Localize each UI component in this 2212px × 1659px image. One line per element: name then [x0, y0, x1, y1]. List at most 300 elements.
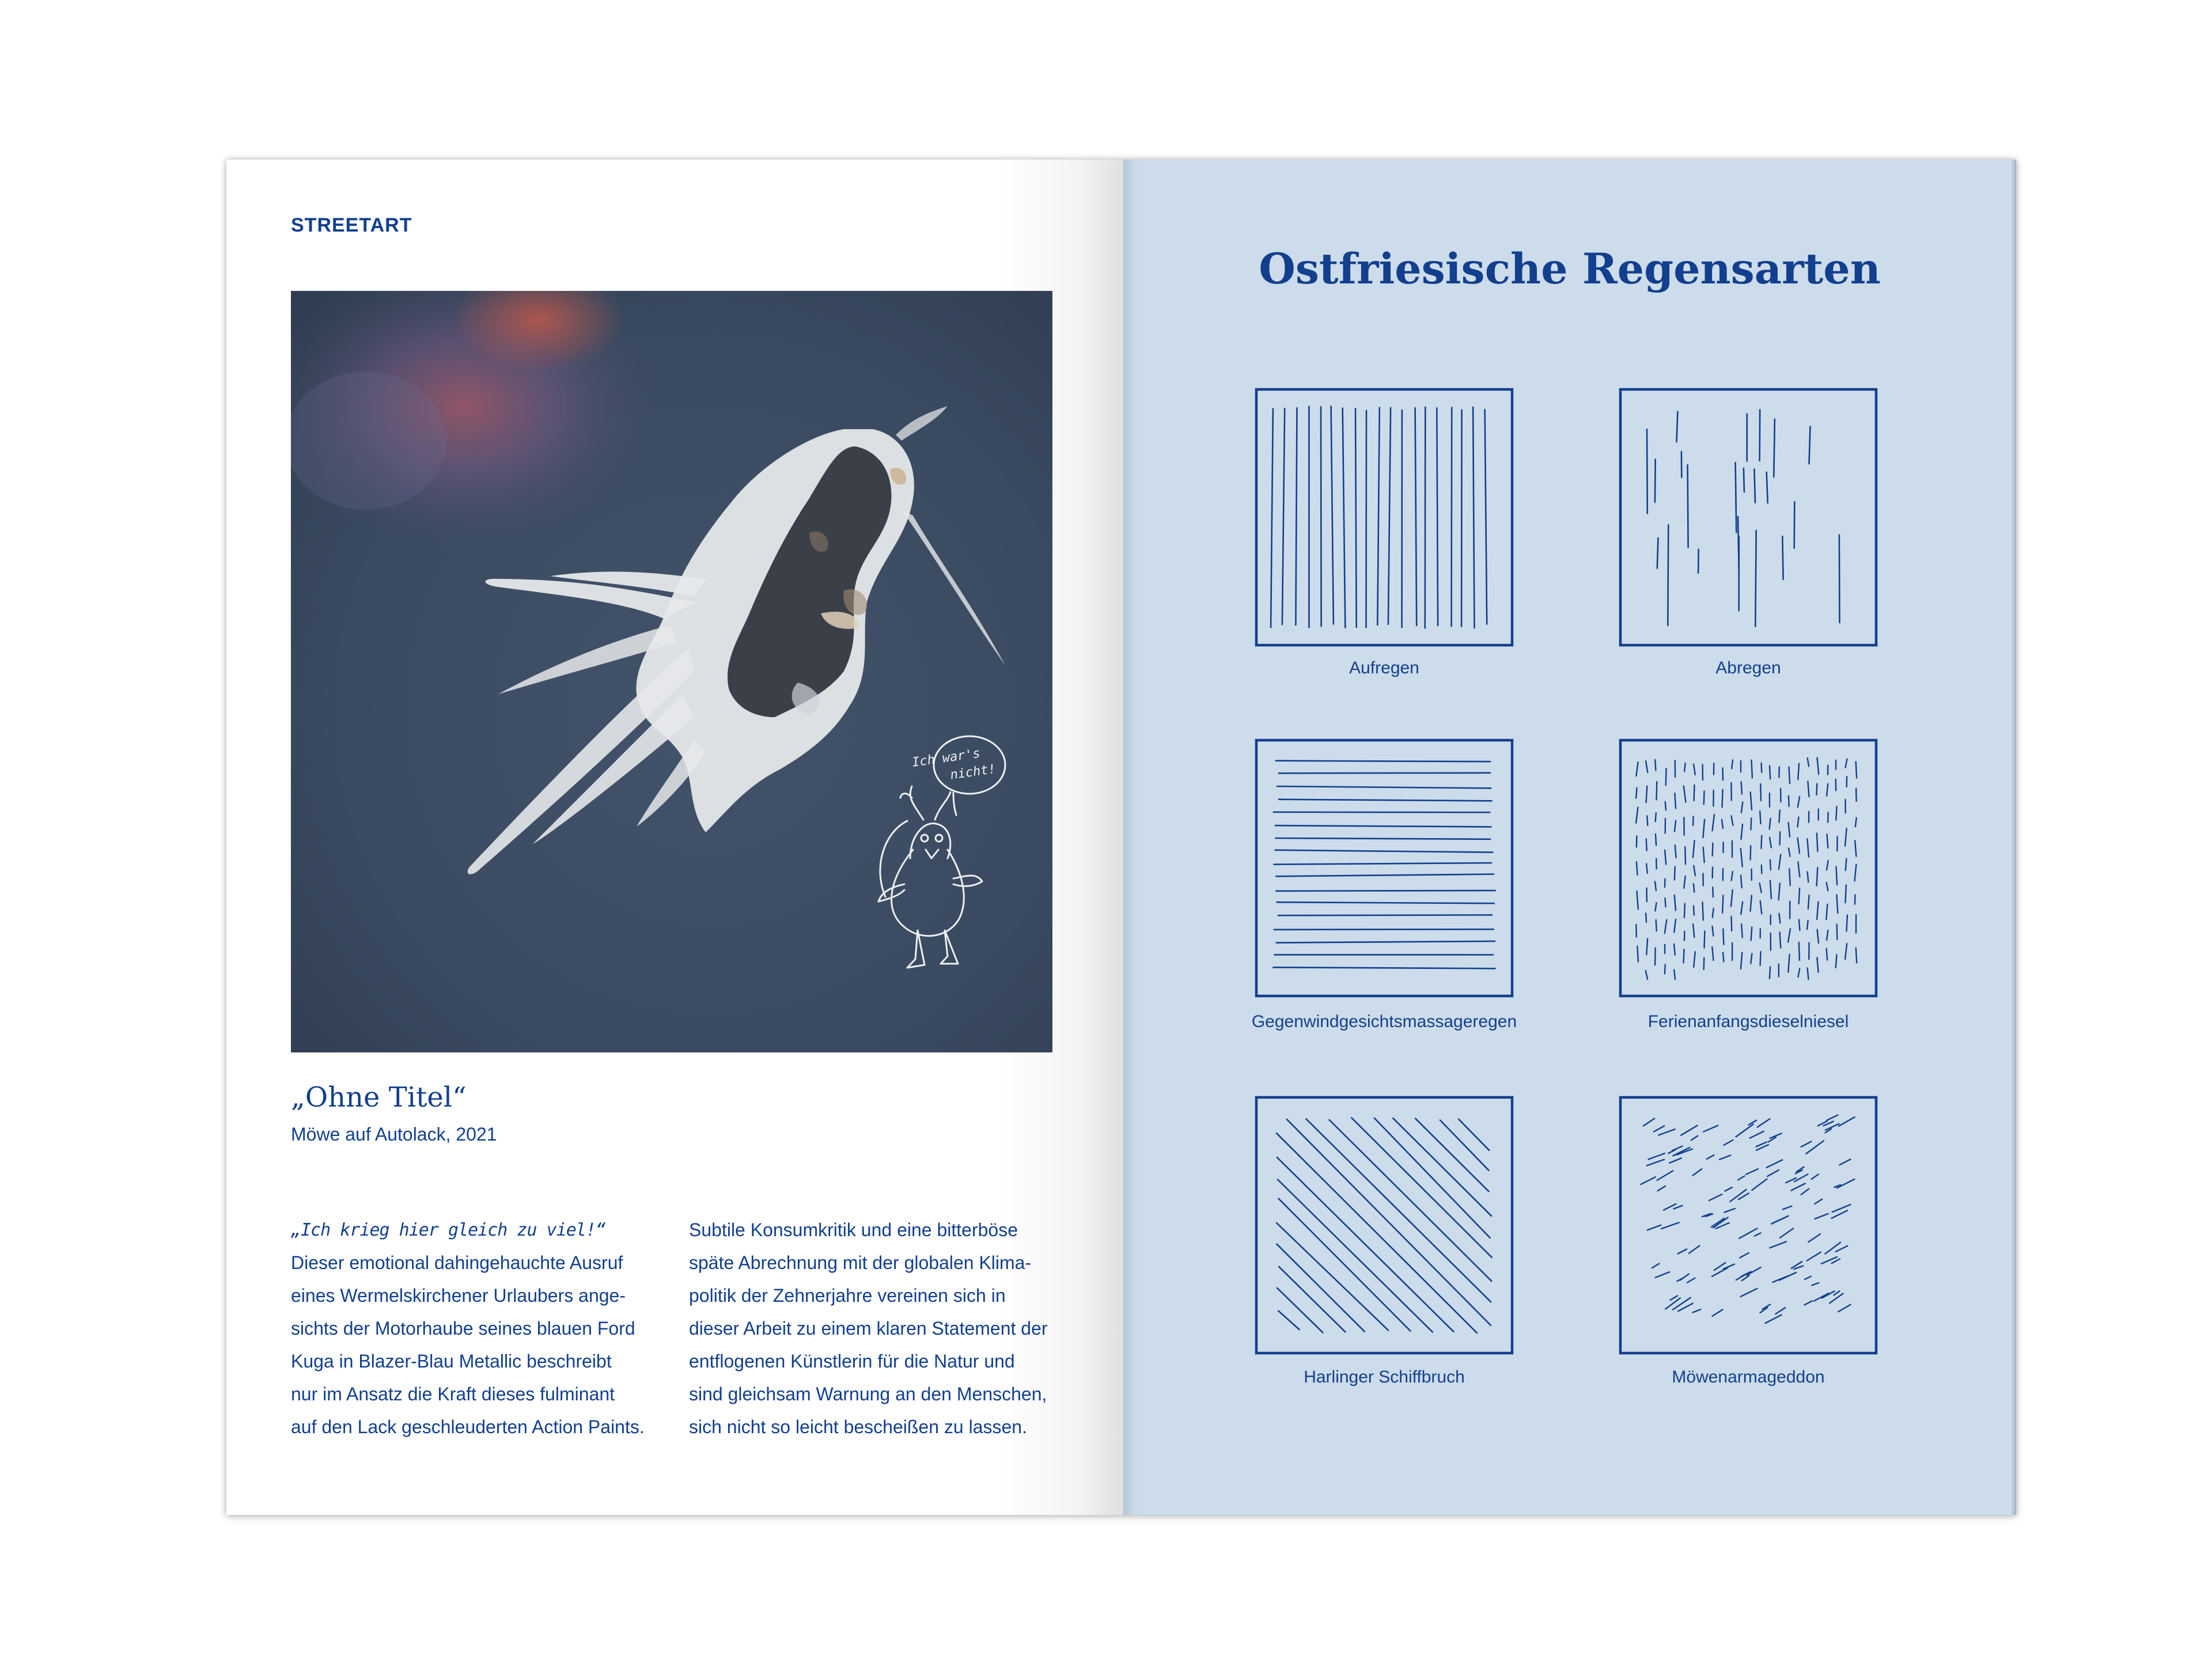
rain-stroke	[1761, 835, 1762, 849]
rain-stroke	[1807, 921, 1808, 930]
body-line: Subtile Konsumkritik und eine bitterböse	[689, 1219, 1018, 1240]
rain-stroke	[1767, 1160, 1782, 1168]
rain-stroke	[1674, 969, 1675, 979]
rain-stroke	[1636, 808, 1638, 823]
rain-stroke	[1856, 789, 1857, 801]
body-line: Dieser emotional dahingehauchte Ausruf	[291, 1252, 623, 1273]
page-edge	[2012, 160, 2016, 1515]
rain-stroke	[1657, 538, 1658, 568]
rain-stroke	[1277, 902, 1494, 903]
rain-stroke	[1647, 1160, 1664, 1166]
artwork-subtitle: Möwe auf Autolack, 2021	[291, 1124, 497, 1145]
rain-stroke	[1655, 460, 1656, 503]
rain-stroke	[1675, 845, 1676, 858]
rain-stroke	[1839, 1159, 1850, 1165]
rain-stroke	[1658, 1129, 1675, 1135]
rain-stroke	[1845, 885, 1846, 903]
rain-stroke	[1798, 969, 1800, 978]
rain-stroke	[1278, 1311, 1299, 1330]
rain-stroke	[1827, 948, 1828, 960]
rain-stroke	[1675, 895, 1676, 911]
rain-stroke	[1393, 1118, 1491, 1216]
rain-stroke	[1459, 1119, 1489, 1150]
rain-stroke	[1822, 1291, 1835, 1298]
rain-stroke	[1801, 1142, 1812, 1147]
body-line: sichts der Motorhaube seines blauen Ford	[291, 1318, 635, 1339]
rain-stroke	[1827, 930, 1828, 940]
rain-stroke	[1788, 929, 1790, 942]
rain-stroke	[1788, 955, 1789, 972]
rain-stroke	[1814, 1293, 1829, 1301]
rain-stroke	[1694, 952, 1695, 967]
rain-stroke	[1665, 898, 1666, 907]
rain-stroke	[1366, 411, 1367, 627]
rain-stroke	[1747, 1267, 1760, 1275]
rain-stroke	[1855, 865, 1857, 881]
rain-stroke	[1671, 1296, 1678, 1300]
rain-stroke	[1713, 908, 1714, 918]
rain-stroke	[1279, 773, 1490, 774]
rain-stroke	[1799, 888, 1800, 904]
right-page	[1123, 160, 2016, 1515]
rain-stroke	[1817, 957, 1818, 972]
rain-stroke	[1646, 786, 1647, 802]
rain-stroke	[1755, 531, 1756, 627]
rain-stroke	[1770, 1241, 1786, 1248]
body-line: späte Abrechnung mit der globalen Klima-	[689, 1252, 1032, 1273]
rain-stroke	[1815, 1199, 1823, 1204]
rain-stroke	[1755, 1233, 1761, 1236]
rain-stroke	[1846, 759, 1847, 768]
artwork-title: „Ohne Titel“	[291, 1081, 467, 1113]
rain-stroke	[1330, 1120, 1492, 1281]
rain-caption: Aufregen	[1349, 658, 1419, 677]
rain-stroke	[1278, 1180, 1433, 1332]
rain-stroke	[1415, 408, 1417, 626]
rain-stroke	[1773, 1217, 1787, 1224]
rain-stroke	[1782, 536, 1783, 579]
artwork-photo	[291, 291, 1052, 1052]
rain-stroke	[1655, 760, 1656, 770]
rain-stroke	[1741, 824, 1743, 839]
rain-stroke	[1767, 472, 1768, 503]
rain-stroke	[1437, 408, 1438, 626]
rain-stroke	[1723, 929, 1724, 945]
rain-stroke	[1680, 1274, 1689, 1281]
rain-stroke	[1845, 828, 1847, 846]
rain-stroke	[1741, 902, 1743, 915]
body-line: sich nicht so leicht bescheißen zu lassen.	[689, 1416, 1027, 1437]
rain-stroke	[1707, 1155, 1714, 1159]
rain-stroke	[1275, 850, 1493, 853]
rain-stroke	[1799, 920, 1800, 931]
rain-stroke	[1770, 838, 1771, 848]
rain-stroke	[1821, 1257, 1837, 1264]
rain-stroke	[1723, 953, 1724, 962]
rain-stroke	[1273, 967, 1495, 968]
rain-stroke	[1709, 1194, 1722, 1200]
rain-stroke	[1798, 764, 1799, 780]
rain-stroke	[1741, 782, 1742, 794]
rain-stroke	[1279, 800, 1492, 801]
rain-stroke	[1461, 410, 1462, 627]
rain-stroke	[1704, 958, 1705, 969]
body-line: auf den Lack geschleuderten Action Paints.	[291, 1416, 645, 1437]
svg-text:nicht!: nicht!	[949, 762, 997, 783]
rain-stroke	[1277, 1223, 1388, 1330]
rain-stroke	[1808, 782, 1809, 797]
rain-pattern-box-short-dashes	[1619, 738, 1878, 998]
rain-stroke	[1296, 408, 1297, 624]
rain-stroke	[1271, 409, 1273, 628]
rain-stroke	[1837, 1179, 1855, 1188]
rain-stroke	[1738, 1176, 1744, 1180]
rain-stroke	[1736, 1124, 1753, 1137]
rain-caption: Gegenwindgesichtsmassageregen	[1251, 1012, 1517, 1031]
rain-stroke	[1752, 1179, 1767, 1190]
rain-stroke	[1672, 1146, 1682, 1151]
body-line: entflogenen Künstlerin für die Natur und	[689, 1351, 1015, 1372]
rain-stroke	[1815, 1214, 1828, 1219]
rain-stroke	[1758, 1119, 1770, 1127]
rain-stroke	[1277, 786, 1491, 788]
rain-stroke	[1799, 942, 1800, 960]
rain-stroke	[1798, 817, 1799, 827]
rain-stroke	[1791, 1184, 1805, 1191]
rain-stroke	[1674, 919, 1676, 932]
rain-stroke	[1731, 890, 1733, 907]
rain-stroke	[1746, 1169, 1758, 1175]
rain-stroke	[1808, 1234, 1820, 1242]
rain-stroke	[1440, 1120, 1489, 1171]
rain-stroke	[1724, 1264, 1734, 1269]
rain-stroke	[1836, 955, 1837, 968]
rain-stroke	[1807, 839, 1809, 857]
rain-stroke	[1677, 412, 1678, 442]
rain-stroke	[1388, 408, 1391, 624]
rain-stroke	[1277, 1133, 1477, 1333]
rain-stroke	[1722, 820, 1723, 828]
rain-stroke	[1760, 901, 1762, 914]
rain-stroke	[1798, 797, 1800, 807]
rain-stroke	[1779, 883, 1780, 900]
rain-stroke	[1674, 944, 1675, 955]
rain-stroke	[1805, 1277, 1811, 1279]
rain-stroke	[1275, 825, 1491, 827]
rain-stroke	[1832, 1259, 1840, 1264]
rain-stroke	[1723, 768, 1724, 780]
rain-stroke	[1809, 427, 1810, 464]
rain-stroke	[1636, 925, 1637, 937]
rain-stroke	[1687, 1278, 1695, 1283]
rain-stroke	[1637, 862, 1638, 875]
rain-stroke	[1780, 932, 1781, 948]
rain-stroke	[1694, 764, 1695, 775]
rain-stroke	[1415, 1119, 1488, 1192]
rain-stroke	[1789, 823, 1790, 837]
rain-stroke	[1808, 968, 1809, 979]
rain-stroke	[1736, 463, 1737, 532]
rain-stroke	[1798, 838, 1800, 854]
rain-stroke	[1675, 821, 1676, 832]
rain-stroke	[1636, 788, 1637, 798]
rain-caption: Harlinger Schiffbruch	[1304, 1368, 1465, 1387]
rain-stroke	[1741, 924, 1743, 937]
rain-stroke	[1808, 872, 1809, 882]
rain-stroke	[1827, 882, 1828, 891]
rain-stroke	[1719, 1156, 1730, 1160]
rain-stroke	[1661, 1222, 1679, 1229]
rain-pattern-box-sparse-vertical	[1619, 388, 1878, 647]
rain-stroke	[1750, 1131, 1764, 1138]
body-line: eines Wermelskirchener Urlaubers ange-	[291, 1285, 626, 1306]
rain-stroke	[1724, 1209, 1735, 1213]
rain-stroke	[1808, 758, 1809, 766]
rain-stroke	[1732, 760, 1733, 768]
rain-stroke	[1812, 1283, 1819, 1285]
rain-stroke	[1655, 881, 1656, 891]
rain-stroke	[1655, 903, 1656, 911]
rain-stroke	[1646, 761, 1647, 772]
rain-stroke	[1760, 883, 1762, 892]
rain-pattern-box-dense-vertical	[1255, 388, 1514, 647]
body-line: sind gleichsam Warnung an den Menschen,	[689, 1384, 1047, 1404]
magazine-spread	[226, 160, 2016, 1515]
rain-stroke	[1691, 1136, 1698, 1141]
rain-stroke	[1277, 1157, 1454, 1332]
rain-stroke	[1694, 785, 1695, 801]
rain-stroke	[1738, 517, 1739, 569]
rain-stroke	[1839, 535, 1840, 623]
rain-stroke	[1646, 971, 1647, 979]
rain-stroke	[1287, 1119, 1491, 1325]
rain-caption: Ferienanfangsdieselniesel	[1647, 1012, 1849, 1031]
rain-caption: Möwenarmageddon	[1672, 1368, 1825, 1387]
rain-box-frame	[1620, 740, 1876, 996]
rain-stroke	[1277, 1244, 1364, 1332]
rain-stroke	[1649, 1153, 1665, 1159]
rain-stroke	[1722, 790, 1723, 807]
rain-stroke	[1817, 930, 1819, 943]
rain-stroke	[1732, 816, 1733, 825]
rain-pattern-box-scattered-dashes	[1619, 1096, 1878, 1355]
rain-stroke	[1805, 1301, 1812, 1305]
rain-stroke	[1766, 1315, 1782, 1323]
rain-stroke	[1767, 1170, 1779, 1176]
rain-stroke	[1712, 1268, 1728, 1277]
rain-stroke	[1780, 832, 1781, 845]
rain-stroke	[1703, 1126, 1718, 1132]
seagull-dropping-photo-illustration	[291, 291, 1052, 1052]
rain-stroke	[1856, 948, 1857, 963]
rain-stroke	[1751, 954, 1752, 964]
rain-stroke	[1693, 840, 1695, 858]
rain-stroke	[1845, 944, 1847, 959]
rain-stroke	[1807, 1252, 1821, 1261]
rain-stroke	[1770, 819, 1771, 830]
rain-stroke	[1485, 410, 1487, 624]
rain-stroke	[1643, 1119, 1655, 1126]
rain-stroke	[1647, 1225, 1661, 1230]
rain-stroke	[1779, 914, 1781, 923]
rain-stroke	[1658, 1186, 1665, 1191]
rain-stroke	[1274, 863, 1492, 865]
body-line: Kuga in Blazer-Blau Metallic beschreibt	[291, 1351, 612, 1372]
rain-stroke	[1724, 1140, 1733, 1145]
rain-stroke	[1827, 834, 1828, 848]
rain-stroke	[1722, 895, 1723, 912]
page-headline: Ostfriesische Regensarten	[1259, 244, 1881, 294]
rain-stroke	[1856, 762, 1857, 778]
rain-stroke	[1812, 1174, 1819, 1179]
rain-stroke	[1277, 941, 1495, 943]
rain-box-frame	[1620, 389, 1876, 645]
rain-stroke	[1712, 1309, 1722, 1316]
rain-stroke	[1801, 1189, 1809, 1195]
rain-stroke	[1808, 895, 1809, 909]
rain-stroke	[1830, 1294, 1843, 1304]
left-page	[226, 160, 1123, 1515]
rain-stroke	[1678, 1249, 1687, 1254]
rain-stroke	[1654, 1126, 1664, 1132]
rain-stroke	[1751, 927, 1752, 940]
rain-stroke	[1282, 408, 1285, 624]
rain-stroke	[1331, 406, 1334, 624]
rain-stroke	[1703, 820, 1705, 838]
rain-stroke	[1377, 408, 1380, 625]
rain-stroke	[1276, 761, 1490, 762]
rain-stroke	[1704, 791, 1705, 804]
rain-stroke	[1751, 895, 1752, 911]
rain-box-frame	[1256, 740, 1512, 996]
rain-stroke	[1665, 802, 1666, 810]
rain-stroke	[1817, 902, 1818, 919]
rain-stroke	[1783, 1206, 1792, 1210]
rain-stroke	[1698, 550, 1699, 573]
body-line: politik der Zehnerjahre vereinen sich in	[689, 1285, 1006, 1306]
text-column-right	[689, 1214, 1058, 1444]
rain-stroke	[1637, 946, 1638, 962]
rain-stroke	[1355, 408, 1357, 627]
rain-stroke	[1712, 947, 1713, 960]
rain-stroke	[1665, 1298, 1680, 1309]
rain-stroke	[1789, 869, 1790, 885]
rain-stroke	[1754, 469, 1755, 503]
rain-stroke	[1636, 762, 1638, 776]
rain-stroke	[1846, 858, 1847, 870]
rain-stroke	[1684, 904, 1685, 918]
rain-stroke	[1770, 880, 1771, 899]
rain-stroke	[1473, 407, 1474, 628]
rain-stroke	[1780, 1229, 1793, 1238]
rain-stroke	[1760, 784, 1761, 801]
rain-stroke	[1657, 1171, 1673, 1180]
rain-stroke	[1779, 810, 1780, 823]
rain-stroke	[1741, 876, 1742, 888]
rain-stroke	[1789, 848, 1790, 856]
rain-stroke	[1674, 1206, 1683, 1209]
rain-stroke	[1277, 1288, 1323, 1332]
rain-stroke	[1646, 939, 1647, 955]
rain-stroke	[1741, 849, 1743, 867]
rain-stroke	[1825, 1243, 1840, 1254]
rain-stroke	[1817, 834, 1818, 851]
rain-stroke	[1716, 1223, 1729, 1229]
rain-stroke	[1673, 1298, 1691, 1310]
rain-stroke	[1739, 1229, 1757, 1238]
quote-line: „Ich krieg hier gleich zu viel!“	[291, 1220, 605, 1240]
rain-stroke	[1637, 891, 1638, 909]
rain-stroke	[1770, 860, 1771, 870]
body-line: dieser Arbeit zu einem klaren Statement der	[689, 1318, 1048, 1339]
rain-stroke	[1774, 419, 1775, 478]
rain-stroke	[1684, 763, 1685, 771]
rain-stroke	[1276, 874, 1494, 877]
rain-stroke	[1732, 872, 1733, 881]
rain-stroke	[1837, 924, 1838, 940]
rain-stroke	[1838, 1305, 1850, 1312]
rain-stroke	[1684, 786, 1686, 802]
rain-stroke	[1836, 866, 1838, 884]
rain-stroke	[1836, 1246, 1847, 1252]
rain-stroke	[1827, 784, 1828, 796]
rain-stroke	[1665, 920, 1666, 934]
rain-stroke	[1684, 876, 1685, 888]
rain-stroke	[1772, 1276, 1788, 1282]
rain-stroke	[1425, 407, 1426, 628]
rain-pattern-box-diagonal	[1255, 1096, 1514, 1355]
rain-box-frame	[1256, 1097, 1512, 1353]
rain-stroke	[1675, 793, 1676, 808]
rain-stroke	[1712, 926, 1713, 936]
rain-stroke	[1652, 1264, 1660, 1268]
rain-stroke	[1725, 1187, 1733, 1191]
rain-stroke	[1776, 1308, 1786, 1314]
rain-stroke	[1740, 1253, 1749, 1257]
rain-stroke	[1713, 815, 1715, 831]
rain-caption: Abregen	[1715, 658, 1781, 677]
rain-stroke	[1646, 864, 1647, 873]
rain-stroke	[1779, 855, 1781, 870]
rain-stroke	[1798, 862, 1800, 877]
rain-stroke	[1665, 850, 1666, 865]
rain-stroke	[1741, 953, 1742, 969]
rain-stroke	[1274, 929, 1494, 930]
rain-stroke	[1693, 1169, 1702, 1175]
rain-stroke	[1655, 948, 1656, 965]
rain-stroke	[1751, 792, 1752, 810]
rain-stroke	[1789, 767, 1790, 783]
rain-stroke	[1646, 839, 1647, 850]
rain-stroke	[1703, 847, 1705, 862]
rain-stroke	[1855, 818, 1857, 827]
rain-stroke	[1760, 952, 1761, 965]
rain-stroke	[1827, 1115, 1838, 1120]
rain-stroke	[1817, 868, 1818, 886]
rain-stroke	[1693, 924, 1694, 937]
rain-stroke	[1669, 1158, 1681, 1164]
section-label: STREETART	[291, 214, 412, 236]
rain-stroke	[1817, 757, 1819, 774]
body-line: nur im Ansatz die Kraft dieses fulminant	[291, 1384, 615, 1404]
rain-stroke	[1656, 1272, 1670, 1278]
rain-stroke	[1694, 866, 1695, 876]
rain-stroke	[1741, 802, 1743, 812]
svg-text:Ich war's: Ich war's	[911, 746, 982, 770]
rain-stroke	[1836, 895, 1838, 913]
rain-stroke	[1689, 1246, 1699, 1253]
rain-stroke	[1794, 502, 1795, 548]
